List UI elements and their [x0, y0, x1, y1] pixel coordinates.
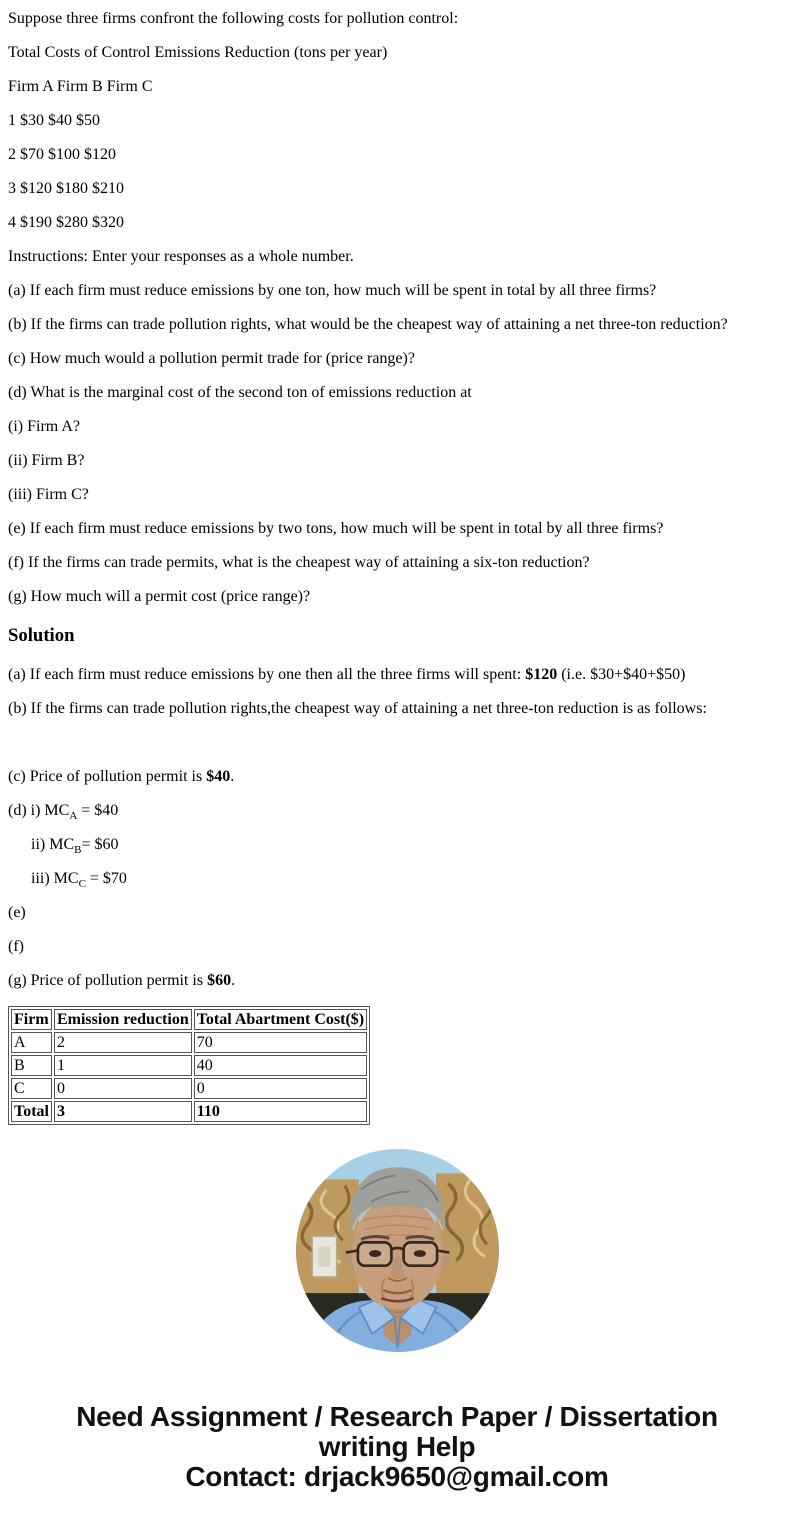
question-d-iii: (iii) Firm C? [8, 486, 89, 503]
bold-value: $60 [207, 972, 232, 989]
question-e: (e) If each firm must reduce emissions by two tons, how much will be spent in total by all three firms? [8, 520, 664, 537]
text-run: (d) i) MC [8, 802, 70, 819]
text-run: (g) Price of pollution permit is [8, 972, 208, 989]
bold-value: $40 [206, 768, 231, 785]
solution-heading: Solution [8, 625, 75, 646]
table-row [11, 1055, 367, 1076]
table-cell-total-label: Total [11, 1101, 52, 1122]
table-cell: B [11, 1055, 52, 1076]
text-run: iii) MC [31, 870, 79, 887]
question-f: (f) If the firms can trade permits, what is the cheapest way of attaining a six-ton reduction? [8, 554, 590, 571]
question-d-ii: (ii) Firm B? [8, 452, 85, 469]
table-cell: C [11, 1078, 52, 1099]
text-run: (a) If each firm must reduce emissions by one then all the three firms will spent: [8, 666, 526, 683]
solution-c [8, 768, 786, 786]
solution-g [8, 972, 786, 990]
question-d: (d) What is the marginal cost of the second ton of emissions reduction at [8, 384, 472, 401]
question-g: (g) How much will a permit cost (price range)? [8, 588, 311, 605]
question-cost-row-1: 1 $30 $40 $50 [8, 112, 100, 129]
question-b: (b) If the firms can trade pollution rights, what would be the cheapest way of attaining a net three-ton reduction? [8, 316, 728, 333]
question-cost-row-2: 2 $70 $100 $120 [8, 146, 116, 163]
text-run: (i.e. $30+$40+$50) [557, 666, 686, 683]
question-cost-row-3: 3 $120 $180 $210 [8, 180, 124, 197]
question-cost-row-4: 4 $190 $280 $320 [8, 214, 124, 231]
col-header-firm: Firm [11, 1009, 52, 1030]
question-firm-header: Firm A Firm B Firm C [8, 78, 153, 95]
table-cell: A [11, 1032, 52, 1053]
subscript: A [69, 810, 78, 823]
table-cell: 2 [54, 1032, 192, 1053]
text-run: = $60 [81, 836, 119, 853]
question-c: (c) How much would a pollution permit trade for (price range)? [8, 350, 415, 367]
footer-contact-email: Contact: drjack9650@gmail.com [185, 1461, 609, 1492]
solution-a [8, 666, 786, 684]
question-a: (a) If each firm must reduce emissions by one ton, how much will be spent in total by all three firms? [8, 282, 657, 299]
blank-line [8, 734, 786, 752]
table-total-row [11, 1101, 367, 1122]
question-intro: Suppose three firms confront the following costs for pollution control: [8, 10, 459, 27]
col-header-emission-reduction: Emission reduction [54, 1009, 192, 1030]
solution-d-i [8, 802, 786, 823]
subscript: C [78, 878, 86, 891]
text-run: . [230, 768, 235, 785]
portrait-photo [8, 1149, 786, 1352]
portrait-image [296, 1149, 499, 1352]
table-cell: 0 [194, 1078, 367, 1099]
solution-e: (e) [8, 904, 26, 921]
text-run: = $40 [77, 802, 119, 819]
table-row [11, 1078, 367, 1099]
abatement-table [8, 1006, 370, 1125]
table-header-row [11, 1009, 367, 1030]
footer-line-1: Need Assignment / Research Paper / Dissertation [76, 1401, 718, 1432]
question-d-i: (i) Firm A? [8, 418, 80, 435]
solution-d-iii [8, 870, 786, 891]
table-cell: 70 [194, 1032, 367, 1053]
table-cell-total-cost: 110 [194, 1101, 367, 1122]
table-cell-total-reduction: 3 [54, 1101, 192, 1122]
table-row [11, 1032, 367, 1053]
text-run: ii) MC [31, 836, 75, 853]
text-run: (c) Price of pollution permit is [8, 768, 207, 785]
table-cell: 0 [54, 1078, 192, 1099]
question-table-title: Total Costs of Control Emissions Reduction (tons per year) [8, 44, 388, 61]
solution-f: (f) [8, 938, 24, 955]
col-header-total-cost: Total Abartment Cost($) [194, 1009, 367, 1030]
footer-banner [8, 1402, 786, 1492]
question-instructions: Instructions: Enter your responses as a whole number. [8, 248, 354, 265]
table-cell: 1 [54, 1055, 192, 1076]
solution-d-ii [8, 836, 786, 857]
footer-line-2: writing Help [318, 1431, 476, 1462]
table-cell: 40 [194, 1055, 367, 1076]
text-run: = $70 [85, 870, 127, 887]
solution-b: (b) If the firms can trade pollution rights,the cheapest way of attaining a net three-ton reduction is as follows: [8, 700, 707, 717]
text-run: . [231, 972, 236, 989]
subscript: B [74, 844, 82, 857]
bold-value: $120 [525, 666, 558, 683]
